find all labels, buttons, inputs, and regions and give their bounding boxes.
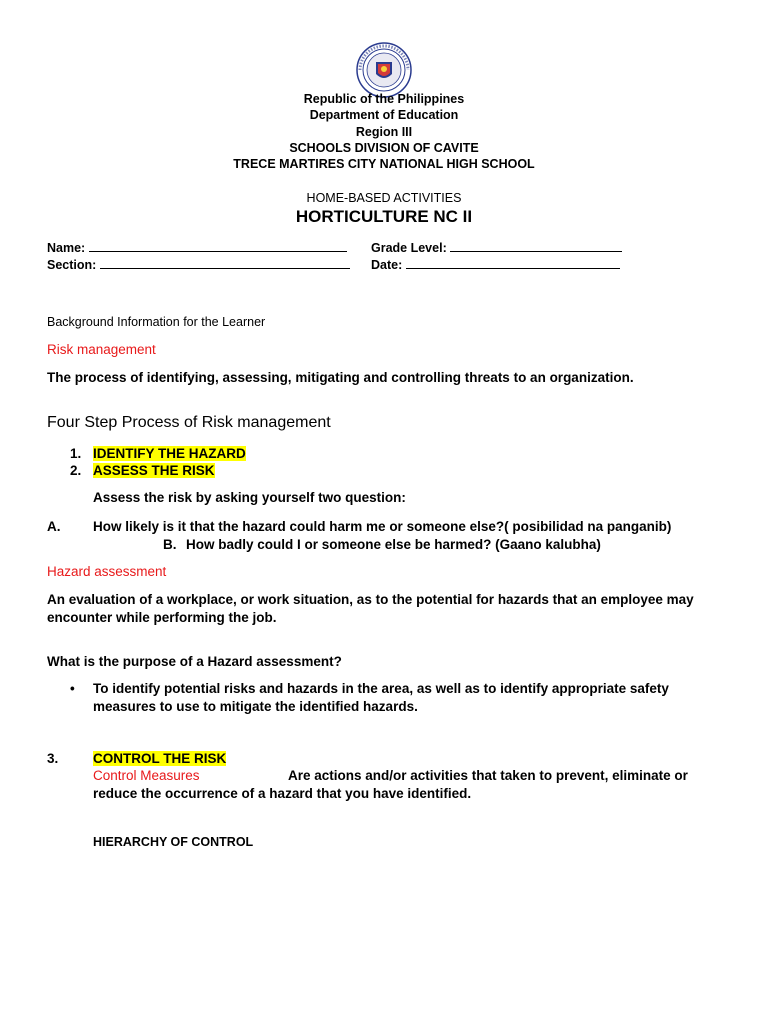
question-b-label: B. bbox=[163, 537, 177, 552]
date-blank[interactable] bbox=[406, 256, 620, 269]
grade-level-blank[interactable] bbox=[450, 239, 622, 252]
section-blank[interactable] bbox=[100, 256, 350, 269]
four-step-heading: Four Step Process of Risk management bbox=[47, 414, 331, 431]
header-department: Department of Education bbox=[309, 108, 459, 122]
purpose-bullet-line2: measures to use to mitigate the identified hazards. bbox=[93, 699, 418, 714]
name-label: Name: bbox=[47, 241, 86, 255]
step1-number: 1. bbox=[70, 446, 82, 461]
question-a: How likely is it that the hazard could harm me or someone else?( posibilidad na panganib) bbox=[93, 519, 672, 534]
header-region: Region III bbox=[355, 125, 413, 139]
section-field[interactable] bbox=[47, 256, 350, 272]
deped-seal-icon bbox=[356, 42, 412, 98]
risk-management-title: Risk management bbox=[47, 342, 156, 357]
purpose-question: What is the purpose of a Hazard assessment? bbox=[47, 654, 342, 669]
step1-label: IDENTIFY THE HAZARD bbox=[93, 446, 246, 461]
question-b: How badly could I or someone else be harmed? (Gaano kalubha) bbox=[186, 537, 601, 552]
control-measures-label: Control Measures bbox=[93, 768, 200, 783]
section-label: Section: bbox=[47, 258, 97, 272]
step3-item bbox=[93, 751, 226, 766]
date-label: Date: bbox=[371, 258, 403, 272]
step1-item bbox=[93, 446, 246, 461]
step2-label: ASSESS THE RISK bbox=[93, 463, 215, 478]
bullet-icon: • bbox=[70, 681, 75, 696]
hierarchy-heading: HIERARCHY OF CONTROL bbox=[93, 835, 254, 849]
header-country: Republic of the Philippines bbox=[303, 92, 465, 106]
control-definition-line1: Are actions and/or activities that taken to prevent, eliminate or bbox=[288, 768, 688, 783]
grade-level-field[interactable] bbox=[371, 239, 622, 255]
name-field[interactable] bbox=[47, 239, 347, 255]
header-division: SCHOOLS DIVISION OF CAVITE bbox=[289, 141, 479, 155]
name-blank[interactable] bbox=[89, 239, 347, 252]
control-definition-line2: reduce the occurrence of a hazard that you have identified. bbox=[93, 786, 472, 801]
purpose-bullet-line1: To identify potential risks and hazards in the area, as well as to identify appropriate safety bbox=[93, 681, 669, 696]
step3-number: 3. bbox=[47, 751, 59, 766]
grade-level-label: Grade Level: bbox=[371, 241, 447, 255]
header-school: TRECE MARTIRES CITY NATIONAL HIGH SCHOOL bbox=[233, 157, 535, 171]
question-a-label: A. bbox=[47, 519, 61, 534]
hazard-assessment-title: Hazard assessment bbox=[47, 564, 167, 579]
subject-title: HORTICULTURE NC II bbox=[295, 207, 473, 226]
risk-definition: The process of identifying, assessing, mitigating and controlling threats to an organization. bbox=[47, 370, 634, 385]
step2-number: 2. bbox=[70, 463, 82, 478]
activity-title: HOME-BASED ACTIVITIES bbox=[306, 191, 462, 205]
hazard-definition-line2: encounter while performing the job. bbox=[47, 610, 277, 625]
assess-intro: Assess the risk by asking yourself two question: bbox=[93, 490, 406, 505]
step2-item bbox=[93, 463, 215, 478]
background-heading: Background Information for the Learner bbox=[47, 315, 266, 329]
date-field[interactable] bbox=[371, 256, 620, 272]
step3-label: CONTROL THE RISK bbox=[93, 751, 227, 766]
hazard-definition-line1: An evaluation of a workplace, or work situation, as to the potential for hazards that an employee may bbox=[47, 592, 694, 607]
